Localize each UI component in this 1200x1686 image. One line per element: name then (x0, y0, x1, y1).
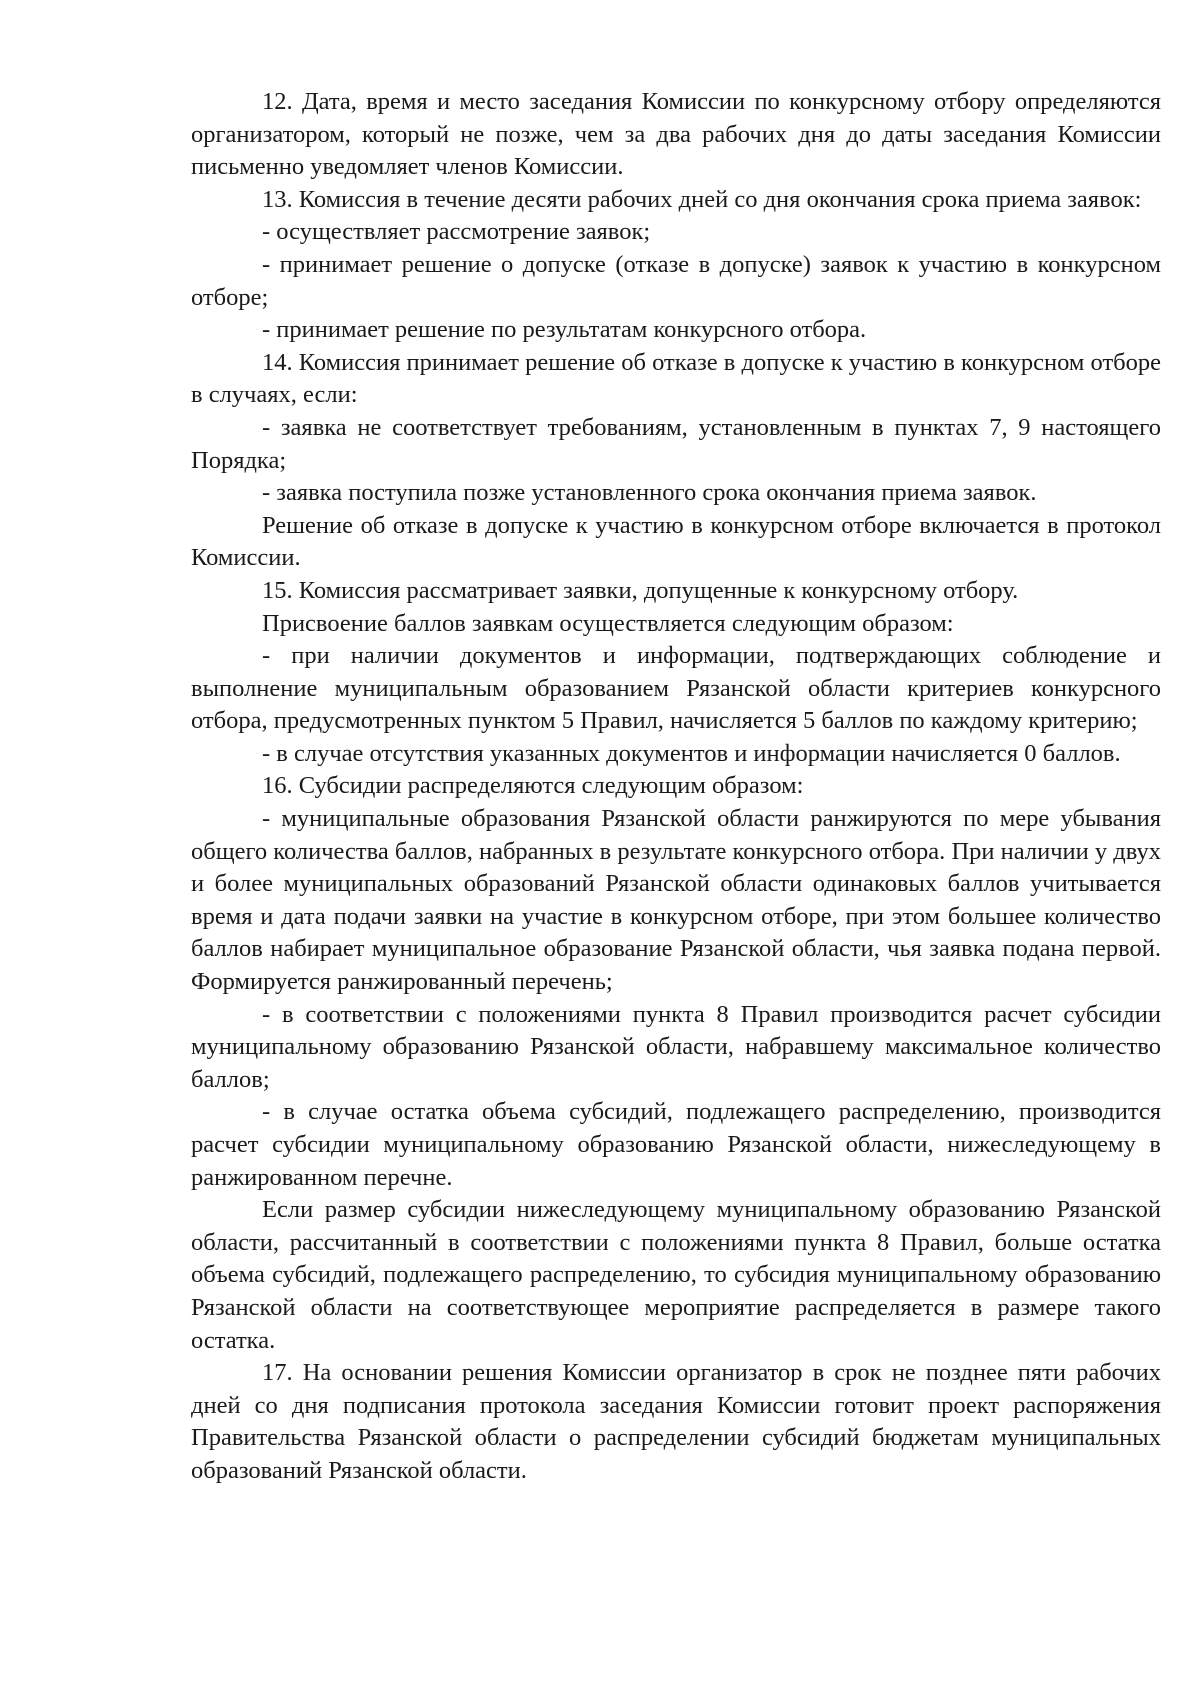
list-item: - в соответствии с положениями пункта 8 Правил производится расчет субсидии муниципальному образованию Рязанской области, набравшему максимальное количество баллов; (191, 1000, 1161, 1093)
paragraph-14: 14. Комиссия принимает решение об отказе в допуске к участию в конкурсном отборе в случаях, если: (191, 348, 1161, 409)
list-item: - муниципальные образования Рязанской области ранжируются по мере убывания общего количества баллов, набранных в результате конкурсного отбора. При наличии у двух и более муниципальных образований Рязанской области одинаковых баллов учитывается время и дата подачи заявки на участие в конкурсном отборе, при этом большее количество баллов набирает муниципальное образование Рязанской области, чья заявка подана первой. Формируется ранжированный перечень; (191, 805, 1161, 996)
list-item: - заявка не соответствует требованиям, установленным в пунктах 7, 9 настоящего Порядка; (191, 413, 1161, 474)
paragraph-text: Решение об отказе в допуске к участию в конкурсном отборе включается в протокол Комиссии. (191, 511, 1161, 572)
list-item: - принимает решение по результатам конкурсного отбора. (262, 316, 867, 344)
list-item: - в случае отсутствия указанных документов и информации начисляется 0 баллов. (262, 739, 1121, 767)
list-item: - принимает решение о допуске (отказе в допуске) заявок к участию в конкурсном отборе; (191, 250, 1161, 311)
list-item: - в случае остатка объема субсидий, подлежащего распределению, производится расчет субсидии муниципальному образованию Рязанской области, нижеследующему в ранжированном перечне. (191, 1098, 1161, 1191)
paragraph-12: 12. Дата, время и место заседания Комиссии по конкурсному отбору определяются организатором, который не позже, чем за два рабочих дня до даты заседания Комиссии письменно уведомляет членов Комиссии. (191, 88, 1161, 181)
paragraph-17: 17. На основании решения Комиссии организатор в срок не позднее пяти рабочих дней со дня подписания протокола заседания Комиссии готовит проект распоряжения Правительства Рязанской области о распределении субсидий бюджетам муниципальных образований Рязанской области. (191, 1359, 1161, 1484)
paragraph-13: 13. Комиссия в течение десяти рабочих дней со дня окончания срока приема заявок: (262, 185, 1142, 213)
list-item: - осуществляет рассмотрение заявок; (262, 218, 651, 246)
paragraph-15: 15. Комиссия рассматривает заявки, допущенные к конкурсному отбору. (262, 576, 1019, 604)
paragraph-text: Если размер субсидии нижеследующему муниципальному образованию Рязанской области, рассчитанный в соответствии с положениями пункта 8 Правил, больше остатка объема субсидий, подлежащего распределению, то субсидия муниципальному образованию Рязанской области на соответствующее мероприятие распределяется в размере такого остатка. (191, 1196, 1161, 1354)
document-body (191, 86, 1161, 1488)
list-item: - заявка поступила позже установленного срока окончания приема заявок. (262, 479, 1037, 507)
list-item: - при наличии документов и информации, подтверждающих соблюдение и выполнение муниципальным образованием Рязанской области критериев конкурсного отбора, предусмотренных пунктом 5 Правил, начисляется 5 баллов по каждому критерию; (191, 642, 1161, 735)
paragraph-16: 16. Субсидии распределяются следующим образом: (262, 772, 804, 800)
paragraph-text: Присвоение баллов заявкам осуществляется следующим образом: (262, 609, 954, 637)
